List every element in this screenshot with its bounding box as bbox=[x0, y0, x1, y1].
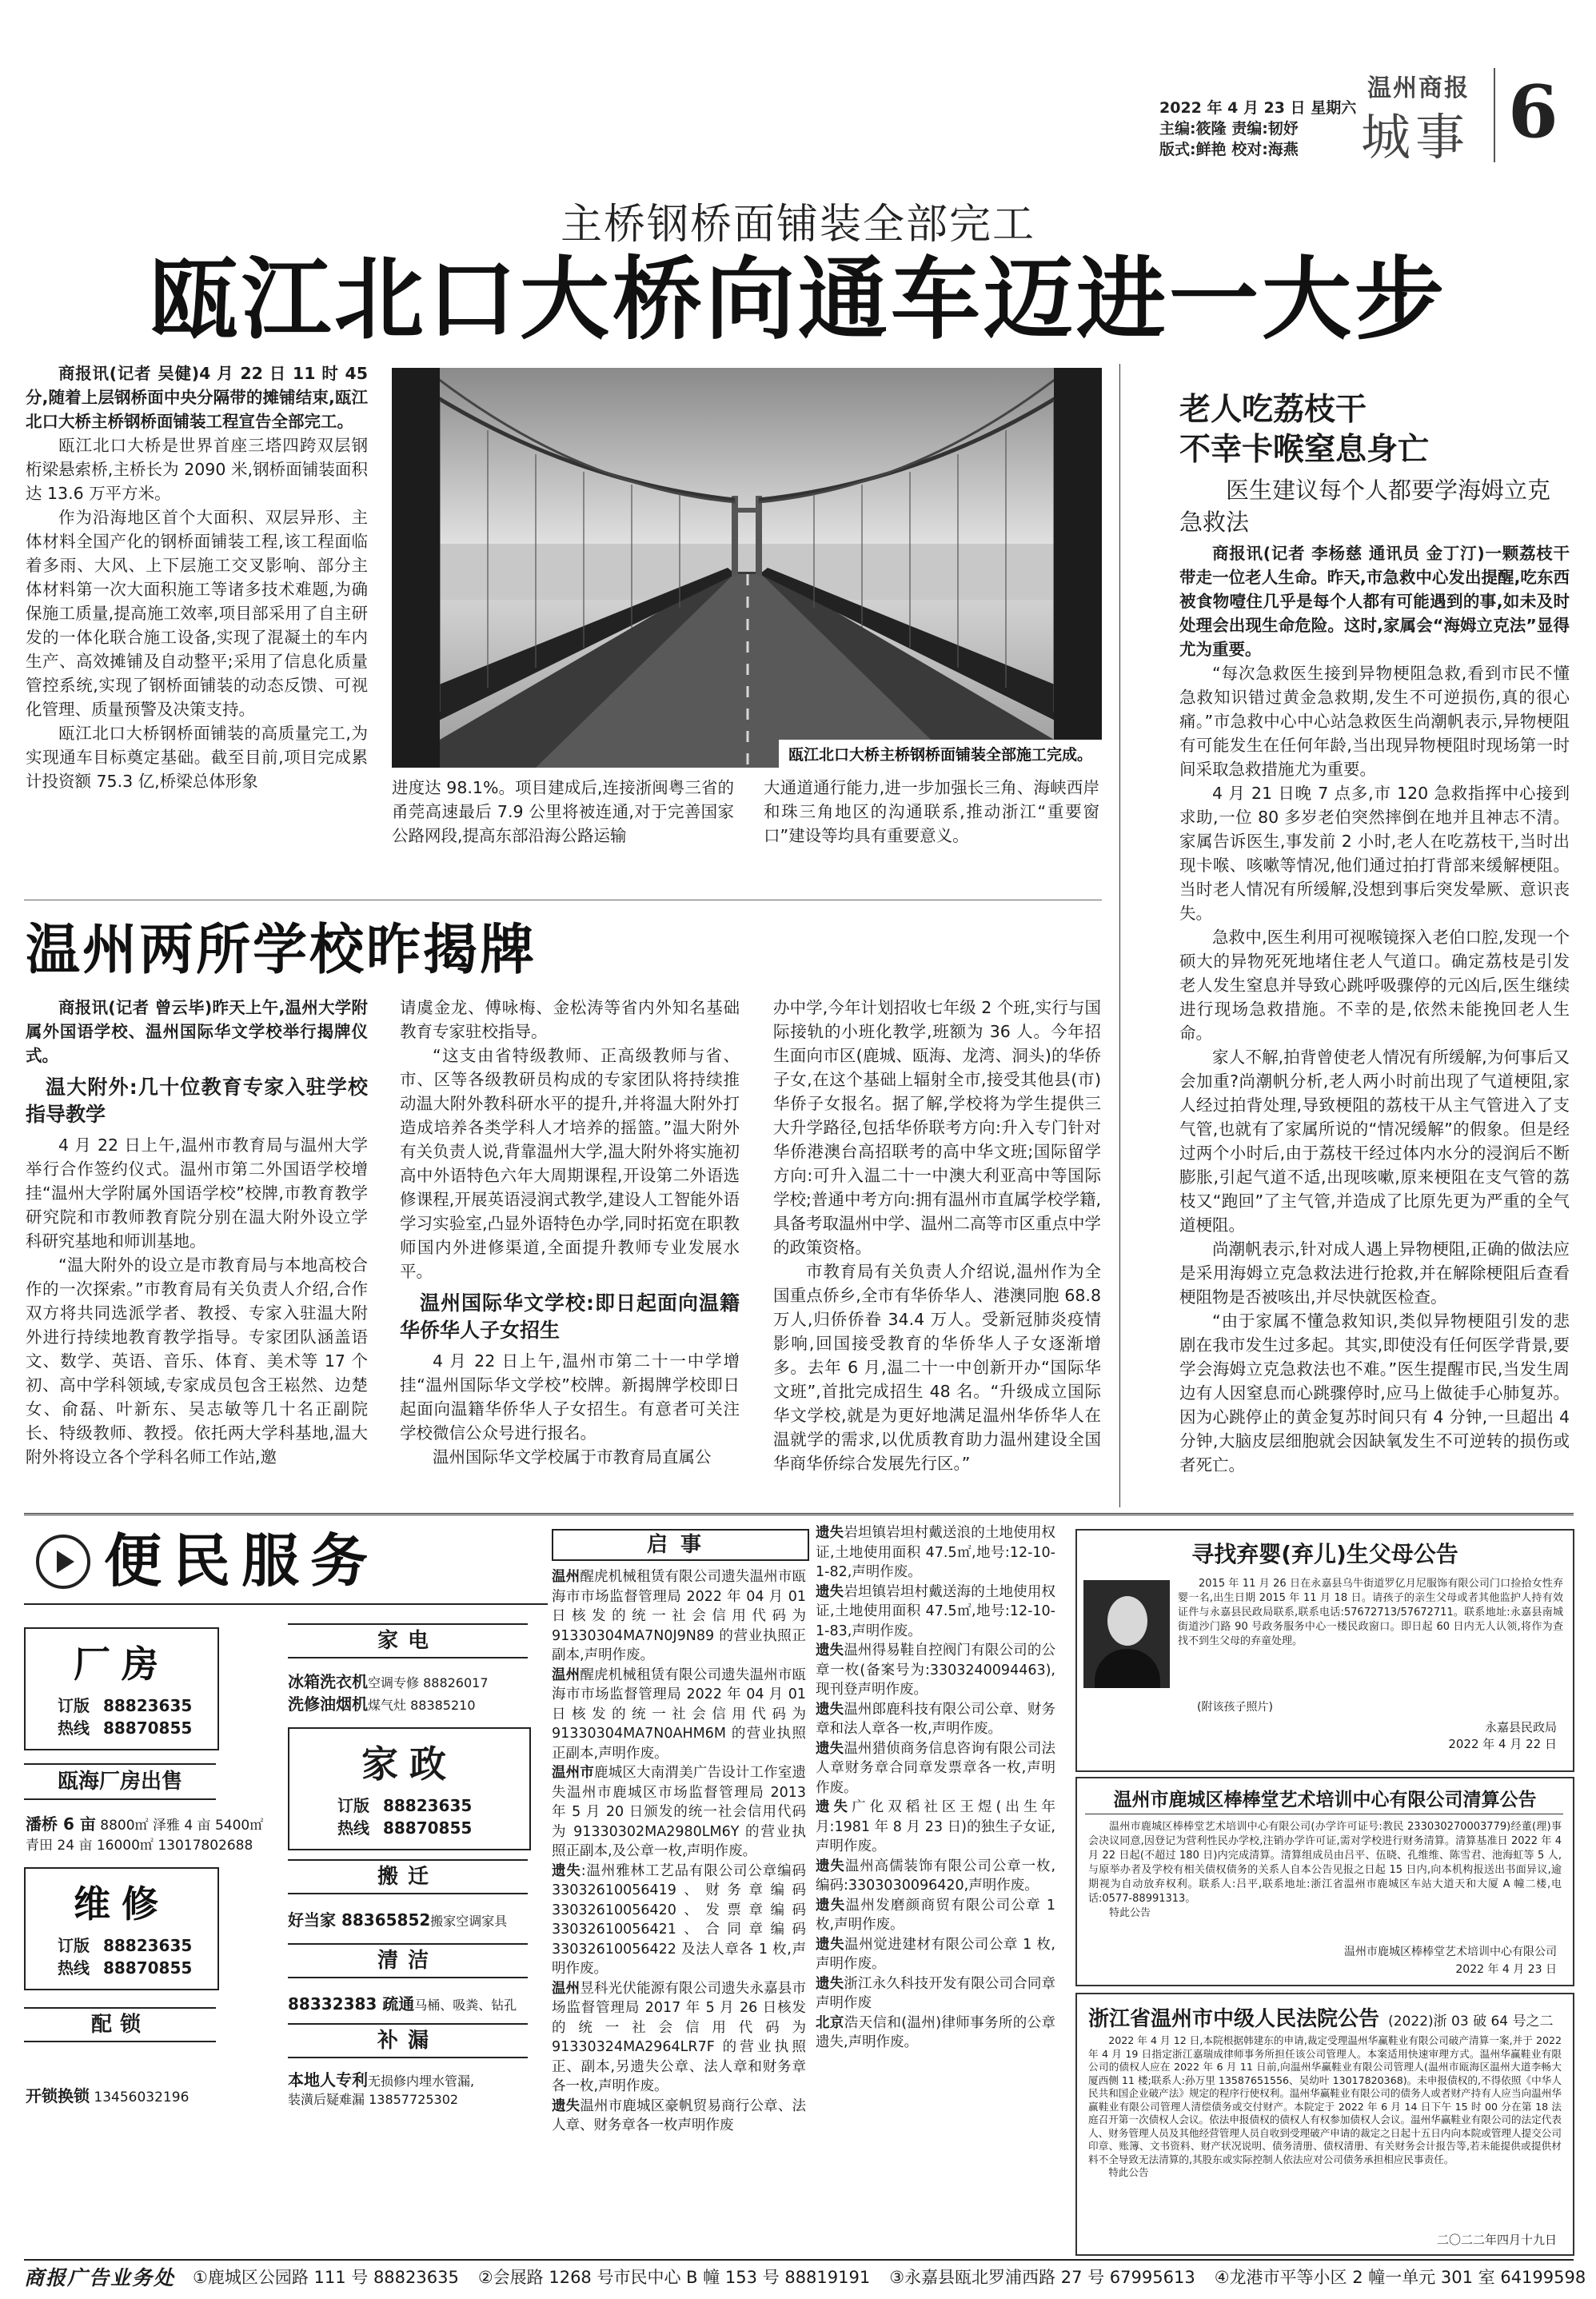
hotline-number[interactable]: 88870855 bbox=[382, 1818, 473, 1838]
lock-line-lead: 开锁换锁 bbox=[26, 2086, 90, 2105]
issue-date: 2022 年 4 月 23 日 星期六 bbox=[1159, 99, 1357, 117]
repair-hotline-row bbox=[58, 1955, 192, 1978]
bridge-col-3 bbox=[764, 776, 1099, 848]
order-label: 订版 bbox=[58, 1936, 90, 1955]
notice-item: 遗失浙江永久科技开发有限公司合同章声明作废 bbox=[816, 1975, 1055, 2011]
notice-item: 遗失温州发磨颜商贸有限公司公章 1 枚,声明作废。 bbox=[816, 1897, 1056, 1933]
leak-repair-line-1-rest: 无损修内埋水管漏, bbox=[368, 2073, 475, 2089]
cleaning-line bbox=[288, 1991, 517, 2014]
lychee-body bbox=[1179, 541, 1570, 1477]
masthead-divider bbox=[1494, 68, 1495, 162]
editors-line-2: 版式:鲜艳 校对:海燕 bbox=[1159, 141, 1299, 158]
lychee-p3: 4 月 21 日晚 7 点多,市 120 急救指挥中心接到求助,一位 80 多岁老伯突然摔倒在地并且神志不清。家属告诉医生,事发前 2 小时,老人在吃荔枝干,当时出现卡喉、咳嗽等情况,他们通过拍打背部来缓解梗阻。当时老人情况有所缓解,没想到事后突发晕厥、意识丧失。 bbox=[1179, 784, 1570, 923]
hotline-number[interactable]: 88870855 bbox=[102, 1958, 193, 1978]
bridge-col-2 bbox=[392, 776, 734, 848]
court-note: 特此公告 bbox=[1108, 2166, 1149, 2178]
lychee-p5: 家人不解,拍背曾使老人情况有所缓解,为何事后又会加重?尚潮帆分析,老人两小时前出现了气道梗阻,家人经过拍背处理,导致梗阻的荔枝干从主气管进入了支气管,也就有了家属所说的“情况缓解”的假象。但是经过两个小时后,由于荔枝干经过体内水分的浸润后不断膨胀,引起气道不适,出现咳嗽,原来梗阻在支气管的荔枝又“跑回”了主气管,并造成了比原先更为严重的全气道梗阻。 bbox=[1179, 1048, 1570, 1235]
hotline-label: 热线 bbox=[58, 1718, 90, 1738]
masthead bbox=[1055, 48, 1575, 168]
ouhai-head: 瓯海厂房出售 bbox=[24, 1763, 216, 1800]
order-number[interactable]: 88823635 bbox=[102, 1696, 193, 1715]
schools-subhead-1: 温大附外:几十位教育专家入驻学校指导教学 bbox=[26, 1076, 368, 1126]
court-notice bbox=[1075, 1993, 1574, 2256]
bridge-p2: 瓯江北口大桥是世界首座三塔四跨双层钢桁梁悬索桥,主桥长为 2090 米,钢桥面铺装面积达 13.6 万平方米。 bbox=[26, 436, 368, 503]
notice-item: 温州市鹿城区大南渭美广告设计工作室遗失温州市鹿城区市场监督管理局 2013 年 5 月 20 日颁发的统一社会信用代码为 91330302MA2980LM6Y 的营业执照正副本,及公章一枚,声明作废。 bbox=[552, 1765, 807, 1859]
court-case-number: (2022)浙 03 破 64 号之二 bbox=[1388, 2014, 1554, 2030]
schools-p8: 市教育局有关负责人介绍说,温州作为全国重点侨乡,全市有华侨华人、港澳同胞 68.8 万人,归侨侨眷 34.4 万人。受新冠肺炎疫情影响,回国接受教育的华侨华人子女逐渐增多。去年 6 月,温二十一中创新开办“国际华文班”,首批完成招生 48 名。“升级成立国际华文学校,就是为更好地满足温州华侨华人在温就学的需求,以优质教育助力温州建设全国华商华侨综合发展先行区。” bbox=[773, 1262, 1101, 1473]
ad-office-1: ①鹿城区公园路 111 号 88823635 bbox=[193, 2268, 459, 2287]
bridge-illustration bbox=[392, 368, 1102, 768]
appliance-head: 家电 bbox=[288, 1623, 528, 1658]
bridge-photo bbox=[392, 368, 1102, 768]
notice-item: 温州醒虎机械租赁有限公司遗失温州市瓯海市市场监督管理局 2022 年 04 月 01 日核发的统一社会信用代码为 91330304MA7N0J9N89 的营业执照正副本,声明作废。 bbox=[552, 1569, 807, 1663]
lychee-lead: 商报讯(记者 李杨慈 通讯员 金丁汀)一颗荔枝干带走一位老人生命。昨天,市急救中心发出提醒,吃东西被食物噎住几乎是每个人都有可能遇到的事,如未及时处理会出现生命危险。这时,家属会“海姆立克法”显得尤为重要。 bbox=[1179, 544, 1570, 659]
ad-top-rule bbox=[24, 1513, 1574, 1515]
lychee-p2: “每次急救医生接到异物梗阻急救,看到市民不懂急救知识错过黄金急救期,发生不可逆损伤,真的很心痛。”市急救中心中心站急救医生尚潮帆表示,异物梗阻有可能发生在任何年龄,当出现异物梗阻时现场第一时间采取急救措施尤为重要。 bbox=[1179, 664, 1570, 779]
lychee-p7: “由于家属不懂急救知识,类似异物梗阻引发的悲剧在我市发生过多起。其实,即使没有任何医学背景,要学会海姆立克急救法也不难。”医生提醒市民,当发生周边有人因窒息而心跳骤停时,应马上做徒手心肺复苏。因为心跳停止的黄金复苏时间只有 4 分钟,一旦超出 4 分钟,大脑皮层细胞就会因缺氧发生不可逆转的损伤或者死亡。 bbox=[1179, 1311, 1570, 1475]
seek-notice bbox=[1075, 1529, 1574, 1772]
lychee-subtitle: 医生建议每个人都要学海姆立克急救法 bbox=[1179, 477, 1551, 536]
liquidation-title: 温州市鹿城区棒棒堂艺术培训中心有限公司清算公告 bbox=[1113, 1790, 1537, 1810]
schools-p6: 温州国际华文学校属于市教育局直属公 bbox=[433, 1447, 712, 1467]
housekeeping-head: 家政 bbox=[361, 1742, 457, 1786]
court-title-row bbox=[1088, 2002, 1554, 2032]
hotline-label: 热线 bbox=[337, 1818, 369, 1838]
notices-head: 启事 bbox=[552, 1529, 809, 1561]
appliance-line-2-lead: 洗修油烟机 bbox=[288, 1694, 368, 1714]
appliance-line-1-lead: 冰箱洗衣机 bbox=[288, 1672, 368, 1691]
appliance-line-2 bbox=[288, 1691, 476, 1714]
schools-p4: “这支由省特级教师、正高级教师与省、市、区等各级教研员构成的专家团队将持续推动温大附外教科研水平的提升,并将温大附外打造成培养各类学科人才培养的摇篮。”温大附外有关负责人说,背靠温州大学,温大附外将实施初高中外语特色六年大周期课程,开设第二外语选修课程,开展英语浸润式教学,建设人工智能外语学习实验室,凸显外语特色办学,同时拓宽在职教师国内外进修渠道,全面提升教师专业发展水平。 bbox=[400, 1046, 740, 1281]
appliance-line-1 bbox=[288, 1669, 489, 1692]
notice-item: 遗失岩坦镇岩坦村戴送浪的土地使用权证,土地使用面积 47.5㎡,地号:12-10-1-82,声明作废。 bbox=[816, 1525, 1055, 1580]
notice-item: 遗失温州得易鞋自控阀门有限公司的公章一枚(备案号为:3303240094463),现刊登声明作废。 bbox=[816, 1642, 1055, 1698]
court-title: 浙江省温州市中级人民法院公告 bbox=[1088, 2007, 1380, 2031]
column-divider bbox=[1119, 364, 1120, 1507]
schools-p5: 4 月 22 日上午,温州市第二十一中学增挂“温州国际华文学校”校牌。新揭牌学校即日起面向温籍华侨华人子女招生。有意者可关注学校微信公众号进行报名。 bbox=[400, 1351, 740, 1443]
notice-item: 遗失温州高儒装饰有限公司公章一枚,编码:3303030096420,声明作废。 bbox=[816, 1858, 1056, 1894]
factory-order-row bbox=[58, 1693, 192, 1716]
schools-col-2 bbox=[400, 996, 740, 1469]
notice-item: 北京浩天信和(温州)律师事务所的公章遗失,声明作废。 bbox=[816, 2014, 1056, 2050]
seek-date: 2022 年 4 月 22 日 bbox=[1448, 1737, 1557, 1751]
service-header bbox=[36, 1527, 436, 1599]
paper-name: 温州商报 bbox=[1367, 74, 1470, 102]
court-text: 2022 年 4 月 12 日,本院根据韩建东的申请,裁定受理温州华赢鞋业有限公司破产清算一案,并于 2022 年 4 月 19 日指定浙江嘉瑞成律师事务所担任该公司管理人。本案适用快速审理方式。温州华赢鞋业有限公司的债权人应在 2022 年 6 月 11 日前,向温州华赢鞋业有限公司管理人(温州市瓯海区温州大道李畅大厦西侧 11 楼;联系人:孙万里 13587651556、吴幼叶 13017820368)。未申报债权的,不得依照《中华人民共和国企业破产法》规定的程序行使权利。温州华赢鞋业有限公司的债务人或者财产持有人应当向温州华赢鞋业有限公司管理人清偿债务或交付财产。本院定于 2022 年 6 月 14 日下午 15 时 00 分在第 18 法庭召开第一次债权人会议。依法申报债权的债权人有权参加债权人会议。温州华赢鞋业有限公司的法定代表人、财务管理人员及其他经营管理人员自收到受理破产申请的裁定之日起十五日内向本院或管理人提交公司印章、账簿、文书资料、财产状况说明、债务清册、债权清册、有关财务会计报告等,若未能提供或提供材料不全导致无法清算的,其股东或实际控制人依法应对公司债务承担相应民事责任。 bbox=[1088, 2034, 1562, 2165]
editors-line-1: 主编:筱隆 责编:韧妤 bbox=[1159, 120, 1299, 138]
notice-item: 遗失温州猎侦商务信息咨询有限公司法人章财务章合同章发票章各一枚,声明作废。 bbox=[816, 1740, 1055, 1796]
liquidation-note: 特此公告 bbox=[1109, 1907, 1151, 1919]
liquidation-signer: 温州市鹿城区棒棒堂艺术培训中心有限公司 bbox=[1344, 1946, 1557, 1958]
lychee-p4: 急救中,医生利用可视喉镜探入老伯口腔,发现一个硕大的异物死死地堵住老人气道口。确定荔枝是引发老人发生窒息并导致心跳呼吸骤停的元凶后,医生继续进行现场急救措施。不幸的是,依然未能挽回老人生命。 bbox=[1179, 928, 1570, 1043]
moving-head: 搬迁 bbox=[288, 1859, 528, 1894]
liquidation-text: 温州市鹿城区棒棒堂艺术培训中心有限公司(办学许可证号:教民 233030270003779)经董(理)事会决议同意,因登记为营利性民办学校,注销办学许可证,需对学校进行财务清算。清算基准日 2022 年 4 月 22 日起(不超过 180 日)内完成清算。清算组成员由吕平、伍晓、孔维维、陈雪君、池海虹等 5 人,与原举办者及学校有相关债权债务的关系人自本公告见报之日起 15 日内,向本机构报送出书面异议,逾期视为自动放弃权利。联系人:吕平,联系地址:浙江省温州市鹿城区车站大道天和大厦 A 幢二楼,电话:0577-88991313。 bbox=[1088, 1821, 1562, 1905]
cleaning-line-lead: 88332383 疏通 bbox=[288, 1994, 415, 2014]
ouhai-line-1-lead: 潘桥 6 亩 bbox=[26, 1814, 96, 1834]
seek-photo bbox=[1083, 1580, 1170, 1688]
ouhai-line-2: 青田 24 亩 16000㎡ 13017802688 bbox=[26, 1838, 253, 1854]
leak-repair-head: 补漏 bbox=[288, 2023, 528, 2058]
ad-office-bar bbox=[24, 2259, 1586, 2293]
moving-line-rest: 搬家空调家具 bbox=[430, 1914, 508, 1929]
order-label: 订版 bbox=[337, 1796, 369, 1815]
notices-col-2 bbox=[816, 1523, 1055, 2053]
bridge-col-1 bbox=[26, 361, 368, 793]
notice-item: 温州昱科光伏能源有限公司遗失永嘉县市场监督管理局 2017 年 5 月 26 日核发的统一社会信用代码为 91330324MA2964LR7F 的营业执照正、副本,另遗失公章、法人章和财务章各一枚,声明作废。 bbox=[552, 1980, 807, 2094]
liquidation-date: 2022 年 4 月 23 日 bbox=[1455, 1963, 1557, 1976]
hotline-number[interactable]: 88870855 bbox=[102, 1718, 193, 1738]
court-body bbox=[1088, 2034, 1562, 2180]
notice-item: 温州醒虎机械租赁有限公司遗失温州市瓯海市市场监督管理局 2022 年 04 月 01 日核发的统一社会信用代码为 91330304MA7N0AHM6M 的营业执照正副本,声明作废。 bbox=[552, 1666, 807, 1762]
ouhai-line-1 bbox=[26, 1811, 263, 1834]
court-date: 二〇二二年四月十九日 bbox=[1436, 2233, 1557, 2247]
factory-head: 厂房 bbox=[74, 1642, 170, 1686]
notice-item: 遗失广化双稻社区王煜(出生年月:1981 年 8 月 23 日)的独生子女证,声明作废。 bbox=[816, 1799, 1056, 1854]
schools-col-3 bbox=[773, 996, 1101, 1475]
ad-office-4: ④龙港市平等小区 2 幢一单元 301 室 64199598 bbox=[1214, 2268, 1586, 2287]
ad-office-3: ③永嘉县瓯北罗浦西路 27 号 67995613 bbox=[889, 2268, 1195, 2287]
seek-body bbox=[1178, 1577, 1563, 1649]
ouhai-line-1-rest: 8800㎡ 泽雅 4 亩 5400㎡ bbox=[95, 1818, 264, 1834]
factory-box bbox=[24, 1627, 219, 1750]
bridge-continued-1: 进度达 98.1%。项目建成后,连接浙闽粤三省的甬莞高速最后 7.9 公里将被连通,对于完善国家公路网段,提高东部沿海公路运输 bbox=[392, 778, 734, 845]
housekeeping-order-row bbox=[337, 1793, 472, 1816]
order-label: 订版 bbox=[58, 1696, 90, 1715]
lock-line-number: 13456032196 bbox=[90, 2089, 190, 2105]
play-icon bbox=[36, 1535, 90, 1589]
leak-repair-line-1 bbox=[288, 2067, 474, 2090]
order-number[interactable]: 88823635 bbox=[382, 1796, 473, 1815]
section-name: 城事 bbox=[1361, 108, 1470, 166]
bridge-p3: 作为沿海地区首个大面积、双层异形、主体材料全国产化的钢桥面铺装工程,该工程面临着多雨、大风、上下层施工交叉影响、部分主体材料第一次大面积施工等诸多技术难题,为确保施工质量,提高施工效率,项目部采用了自主研发的一体化联合施工设备,实现了混凝土的车内生产、高效摊铺及自动整平;采用了信息化质量管控系统,实现了钢桥面铺装的动态反馈、可视化管理、质量预警及决策支持。 bbox=[26, 508, 368, 719]
bridge-kicker: 主桥钢桥面铺装全部完工 bbox=[560, 201, 1035, 249]
repair-box bbox=[24, 1867, 219, 1990]
repair-head: 维修 bbox=[74, 1882, 170, 1926]
schools-subhead-2: 温州国际华文学校:即日起面向温籍华侨华人子女招生 bbox=[400, 1291, 740, 1342]
housekeeping-hotline-row bbox=[337, 1815, 472, 1838]
repair-order-row bbox=[58, 1933, 192, 1956]
appliance-line-2-rest: 煤气灶 88385210 bbox=[368, 1698, 476, 1713]
schools-col-1 bbox=[26, 996, 368, 1469]
ad-office-label: 商报广告业务处 bbox=[24, 2266, 176, 2289]
leak-repair-line-1-lead: 本地人专利 bbox=[288, 2070, 368, 2089]
seek-signer: 永嘉县民政局 bbox=[1484, 1720, 1557, 1734]
notice-item: 遗失温州市鹿城区豪帆贸易商行公章、法人章、财务章各一枚声明作废 bbox=[552, 2097, 807, 2133]
seek-photo-note: (附该孩子照片) bbox=[1197, 1701, 1273, 1714]
lychee-title-2: 不幸卡喉窒息身亡 bbox=[1179, 432, 1430, 468]
cleaning-head: 清洁 bbox=[288, 1943, 528, 1978]
notice-item: 遗失温州郎鹿科技有限公司公章、财务章和法人章各一枚,声明作废。 bbox=[816, 1701, 1055, 1737]
cleaning-line-rest: 马桶、吸粪、钻孔 bbox=[414, 1998, 517, 2013]
leak-repair-line-2: 装潢后疑难漏 13857725302 bbox=[288, 2092, 459, 2107]
lock-head: 配锁 bbox=[24, 2007, 216, 2042]
appliance-line-1-rest: 空调专修 88826017 bbox=[368, 1675, 489, 1690]
bridge-p4: 瓯江北口大桥钢桥面铺装的高质量完工,为实现通车目标奠定基础。截至目前,项目完成累计投资额 75.3 亿,桥梁总体形象 bbox=[26, 724, 368, 791]
bridge-continued-2: 大通道通行能力,进一步加强长三角、海峡西岸和珠三角地区的沟通联系,推动浙江“重要窗口”建设等均具有重要意义。 bbox=[764, 778, 1099, 845]
liquidation-notice bbox=[1075, 1777, 1574, 1986]
moving-line bbox=[288, 1907, 507, 1930]
schools-p1: 4 月 22 日上午,温州市教育局与温州大学举行合作签约仪式。温州市第二外国语学校增挂“温州大学附属外国语学校”校牌,市教育教学研究院和市教师教育院分别在温大附外设立学科研究基地和师训基地。 bbox=[26, 1136, 368, 1251]
service-panel bbox=[24, 1523, 548, 2243]
seek-text: 2015 年 11 月 26 日在永嘉县乌牛街道罗亿月尼服饰有限公司门口捡拾女性弃婴一名,出生日期 2015 年 11 月 18 日。请孩子的亲生父母或者其他监护人持有效证件与永嘉县民政局联系,联系电话:57672713/57672711。联系地址:永嘉县南城街道沙门路 90 号政务服务中心一楼民政窗口。即日起 60 日内无人认领,将作为查找不到生父母的弃童处理。 bbox=[1178, 1578, 1563, 1647]
schools-p7: 办中学,今年计划招收七年级 2 个班,实行与国际接轨的小班化教学,班额为 36 人。今年招生面向市区(鹿城、瓯海、龙湾、洞头)的华侨子女,在这个基础上辐射全市,接受其他县(市)华侨子女报名。据了解,学校将为学生提供三大升学路径,包括华侨联考方向:升入专门针对华侨港澳台高招联考的高中华文班;国际留学方向:可升入温二十一中澳大利亚高中等国际学校;普通中考方向:拥有温州市直属学校学籍,具备考取温州中学、温州二高等市区重点中学的政策资格。 bbox=[773, 998, 1101, 1257]
liquidation-body bbox=[1088, 1820, 1562, 1921]
lychee-p6: 尚潮帆表示,针对成人遇上异物梗阻,正确的做法应是采用海姆立克急救法进行抢救,并在解除梗阻后查看梗阻物是否被咳出,并尽快就医检查。 bbox=[1179, 1239, 1570, 1307]
factory-hotline-row bbox=[58, 1715, 192, 1738]
housekeeping-box bbox=[288, 1727, 531, 1850]
schools-headline: 温州两所学校昨揭牌 bbox=[26, 919, 537, 982]
page-number: 6 bbox=[1508, 70, 1558, 154]
schools-p3: 请虞金龙、傅咏梅、金松涛等省内外知名基础教育专家驻校指导。 bbox=[400, 998, 740, 1041]
service-title-rule bbox=[24, 1603, 548, 1605]
lychee-title-1: 老人吃荔枝干 bbox=[1179, 392, 1367, 428]
bridge-headline: 瓯江北口大桥向通车迈进一大步 bbox=[149, 248, 1447, 352]
ad-office-2: ②会展路 1268 号市民中心 B 幢 153 号 88819191 bbox=[477, 2268, 871, 2287]
lock-line bbox=[26, 2083, 189, 2106]
hotline-label: 热线 bbox=[58, 1958, 90, 1978]
notice-item: 遗失岩坦镇岩坦村戴送海的土地使用权证,土地使用面积 47.5㎡,地号:12-10-1-83,声明作废。 bbox=[816, 1583, 1055, 1639]
notice-item: 遗失:温州雅林工艺品有限公司公章编码 33032610056419、财务章编码 33032610056420、发票章编码 33032610056421、合同章编码 33032610056422 及法人章各 1 枚,声明作废。 bbox=[552, 1862, 806, 1977]
schools-p2: “温大附外的设立是市教育局与本地高校合作的一次探索。”市教育局有关负责人介绍,合作双方将共同选派学者、教授、专家入驻温大附外进行持续地教育教学指导。专家团队涵盖语文、数学、英语、音乐、体育、美术等 17 个初、高中学科领域,专家成员包含王崧然、边楚女、俞磊、叶新东、吴志敏等几十名正副院长、特级教师、教授。依托两大学科基地,温大附外将设立各个学科名师工作站,邀 bbox=[26, 1255, 368, 1467]
seek-title: 寻找弃婴(弃儿)生父母公告 bbox=[1191, 1541, 1458, 1567]
photo-caption: 瓯江北口大桥主桥钢桥面铺装全部施工完成。 bbox=[779, 740, 1102, 768]
notice-item: 遗失温州觉进建材有限公司公章 1 枚,声明作废。 bbox=[816, 1936, 1055, 1972]
schools-lead: 商报讯(记者 曾云毕)昨天上午,温州大学附属外国语学校、温州国际华文学校举行揭牌仪式。 bbox=[26, 998, 368, 1065]
order-number[interactable]: 88823635 bbox=[102, 1936, 193, 1955]
moving-line-lead: 好当家 88365852 bbox=[288, 1910, 431, 1930]
notices-col-1 bbox=[552, 1567, 806, 2136]
bridge-lead: 商报讯(记者 吴健)4 月 22 日 11 时 45 分,随着上层钢桥面中央分隔带的摊铺结束,瓯江北口大桥主桥钢桥面铺装工程宣告全部完工。 bbox=[26, 364, 368, 431]
service-title: 便民服务 bbox=[104, 1527, 380, 1595]
